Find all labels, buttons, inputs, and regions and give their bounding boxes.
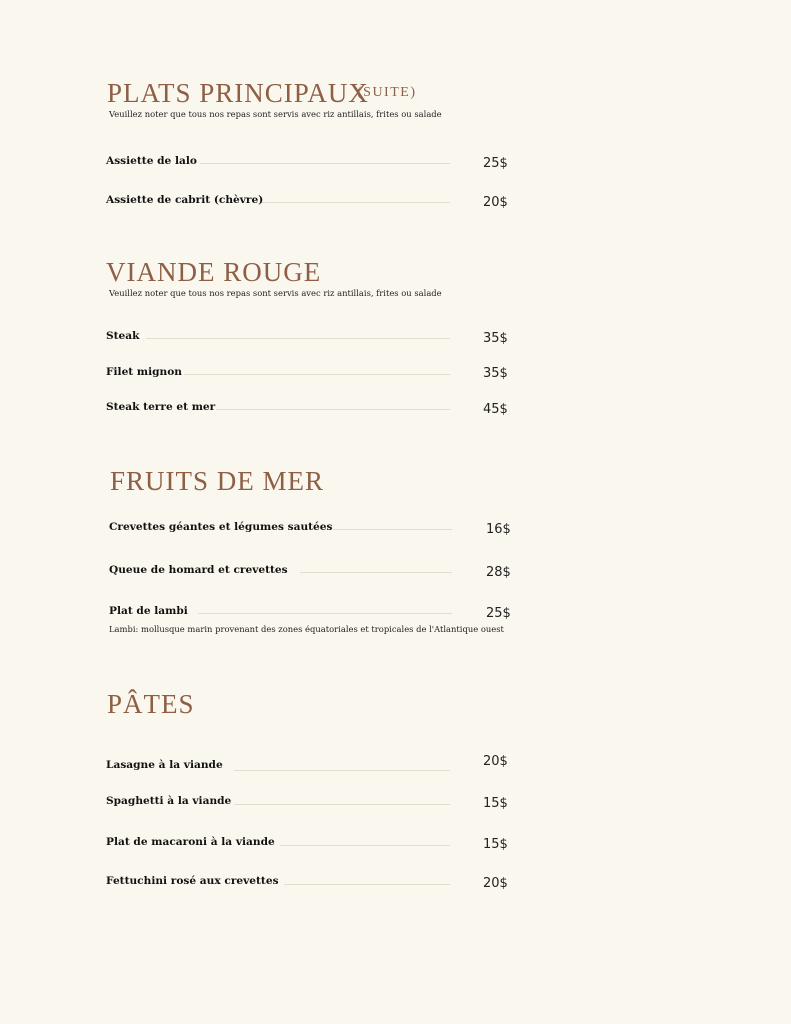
menu-item-name: Queue de homard et crevettes [109,564,288,576]
menu-item-name: Assiette de cabrit (chèvre) [106,194,264,206]
section-note-plats: Veuillez noter que tous nos repas sont servis avec riz antillais, frites ou salade [109,109,442,119]
leader-line [333,529,452,530]
item-note-lambi: Lambi: mollusque marin provenant des zones équatoriales et tropicales de l'Atlantique ouest [109,624,504,634]
leader-line [198,613,452,614]
menu-item-price: 15$ [483,796,508,811]
menu-item-name: Plat de lambi [109,605,188,617]
leader-line [300,572,452,573]
section-title-viande-rouge: VIANDE ROUGE [106,257,322,287]
menu-item-price: 35$ [483,331,508,346]
menu-item-name: Fettuchini rosé aux crevettes [106,875,279,887]
menu-item-name: Lasagne à la viande [106,759,223,771]
menu-item-price: 28$ [486,565,511,580]
section-title-fruits-de-mer: FRUITS DE MER [110,466,325,496]
menu-item-price: 25$ [486,606,511,621]
menu-item-price: 15$ [483,837,508,852]
leader-line [280,845,450,846]
menu-item-name: Filet mignon [106,366,183,378]
menu-item-price: 35$ [483,366,508,381]
menu-item-price: 45$ [483,402,508,417]
menu-item-price: 20$ [483,754,508,769]
leader-line [234,804,450,805]
section-note-viande: Veuillez noter que tous nos repas sont servis avec riz antillais, frites ou salade [109,288,442,298]
menu-item-name: Assiette de lalo [106,155,197,167]
menu-item-price: 20$ [483,876,508,891]
menu-item-name: Plat de macaroni à la viande [106,836,275,848]
menu-item-price: 20$ [483,195,508,210]
leader-line [184,374,450,375]
menu-item-name: Spaghetti à la viande [106,795,232,807]
section-subtitle-suite: (SUITE) [357,85,417,100]
menu-item-name: Steak terre et mer [106,401,216,413]
menu-item-name: Steak [106,330,140,342]
section-title-plats-principaux: PLATS PRINCIPAUX [107,78,369,108]
leader-line [200,163,450,164]
leader-line [284,884,450,885]
leader-line [216,409,450,410]
menu-item-name: Crevettes géantes et légumes sautées [109,521,333,533]
menu-item-price: 16$ [486,522,511,537]
menu-item-price: 25$ [483,156,508,171]
leader-line [234,770,450,771]
leader-line [146,338,450,339]
section-title-pates: PÂTES [107,689,195,719]
leader-line [262,202,450,203]
